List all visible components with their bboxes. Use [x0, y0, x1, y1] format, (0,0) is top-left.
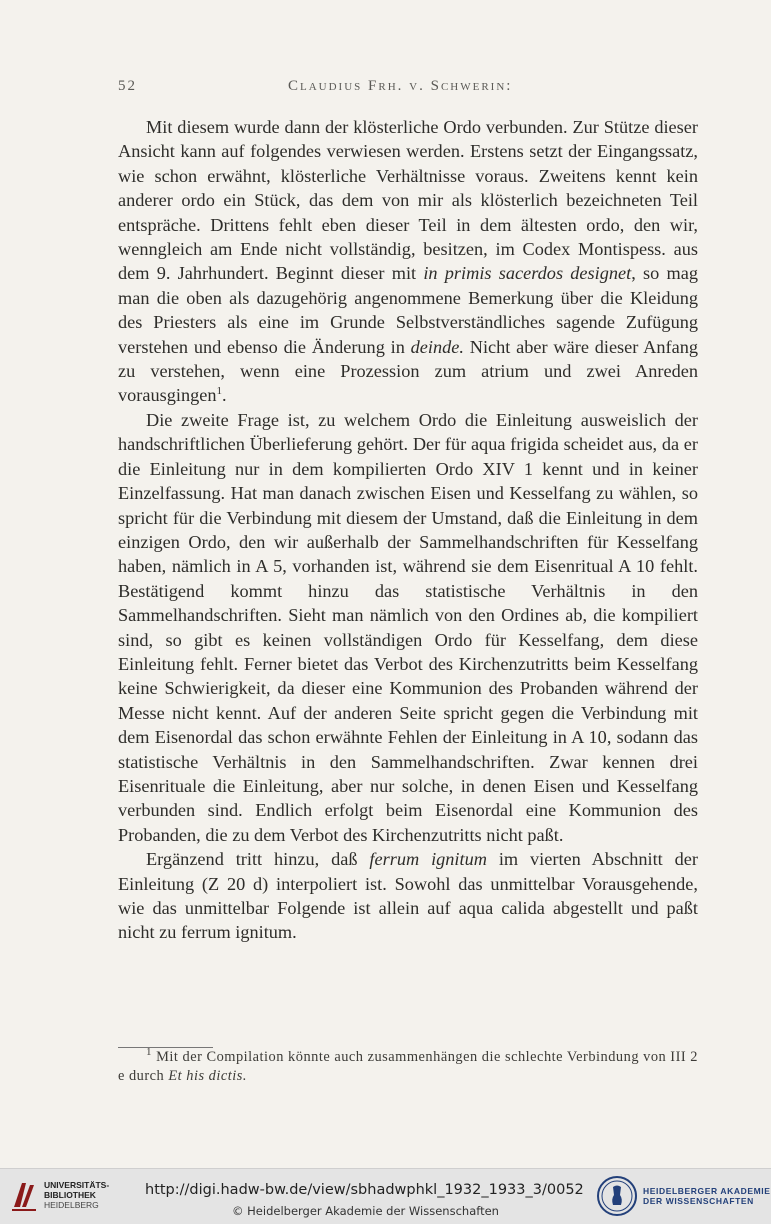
- text-run: Nicht aber wäre dieser Anfang zu verstehen, wenn eine Prozession zum atrium und zwei Anreden vorausgingen: [118, 336, 698, 406]
- italic-run: in primis sacerdos designet: [423, 263, 632, 284]
- paragraph-1: [118, 115, 698, 408]
- academy-line: DER WISSENSCHAFTEN: [643, 1196, 754, 1206]
- text-run: Mit der Compilation könnte auch zusammenhängen die schlechte Verbindung von III 2 e durch: [118, 1049, 698, 1084]
- body-text: [118, 115, 698, 945]
- paragraph-3: [118, 847, 698, 945]
- page-number: 52: [118, 78, 137, 94]
- library-line: BIBLIOTHEK: [44, 1190, 96, 1200]
- ub-heidelberg-logo-icon[interactable]: [8, 1177, 40, 1213]
- italic-run: deinde.: [410, 336, 464, 357]
- running-head-title: Claudius Frh. v. Schwerin:: [288, 78, 513, 94]
- text-run: .: [222, 385, 227, 406]
- viewer-footer: [0, 1168, 771, 1224]
- text-run: , so mag man die oben als dazugehörig angenommene Bemerkung über die Kleidung des Priesters als eine im Grunde Selbstverständliches sagende Zufügung verstehen und ebenso die Änderung in: [118, 263, 698, 357]
- footnote-marker: 1: [146, 1046, 152, 1059]
- academy-seal-icon[interactable]: [596, 1175, 638, 1217]
- footnote: [118, 1048, 698, 1086]
- italic-run: ferrum ignitum: [369, 849, 487, 870]
- academy-name: [643, 1186, 771, 1206]
- text-run: Mit diesem wurde dann der klösterliche Ordo verbunden. Zur Stütze dieser Ansicht kann auf folgendes verwiesen werden. Erstens setzt der Eingangssatz, wie schon erwähnt, klösterliche Verhältnisse voraus. Zweitens kennt kein anderer ordo ein Stück, das dem von mir als klösterlich bezeichneten Teil entspräche. Drittens fehlt eben dieser Teil in dem ältesten ordo, den wir, wenngleich am Ende nicht vollständig, besitzen, im Codex Montispess. aus dem 9. Jahrhundert. Beginnt dieser mit: [118, 117, 698, 284]
- text-run: Ergänzend tritt hinzu, daß: [146, 849, 370, 870]
- paragraph-2: Die zweite Frage ist, zu welchem Ordo die Einleitung ausweislich der handschriftlichen Überlieferung gehört. Der für aqua frigida scheidet aus, da er die Einleitung nur in dem kompilierten Ordo XIV 1 kennt und in keiner Einzelfassung. Hat man danach zwischen Eisen und Kesselfang zu wählen, so spricht für die Verbindung mit diesem der Umstand, daß die Einleitung in dem einzigen Ordo, den wir außerhalb der Sammelhandschriften für Kesselfang haben, nämlich in A 5, vorhanden ist, während sie dem Eisenritual A 10 fehlt. Bestätigend kommt hinzu das statistische Verhältnis in den Sammelhandschriften. Sieht man nämlich von den Ordines ab, die kompiliert sind, so gibt es keinen vollständigen Ordo für Kesselfang, dem diese Einleitung fehlt. Ferner bietet das Verbot des Kirchenzutritts beim Kesselfang keine Schwierigkeit, da dieser eine Kommunion des Probanden während der Messe nicht kennt. Auf der anderen Seite spricht gegen die Verbindung mit dem Eisenordal das schon erwähnte Fehlen der Einleitung in A 10, sodann das statistische Verhältnis in den Sammelhandschriften. Zwar kennen drei Eisenrituale die Einleitung, aber nur solche, in denen Eisen und Kesselfang verbunden sind. Endlich erfolgt beim Eisenordal eine Kommunion des Probanden, die zu dem Verbot des Kirchenzutritts nicht paßt.: [118, 409, 698, 845]
- permalink-url[interactable]: http://digi.hadw-bw.de/view/sbhadwphkl_1932_1933_3/0052: [145, 1182, 584, 1198]
- italic-run: Et his dictis.: [168, 1068, 247, 1084]
- copyright-notice: © Heidelberger Akademie der Wissenschaften: [232, 1204, 499, 1218]
- library-line: UNIVERSITÄTS-: [44, 1180, 110, 1190]
- academy-line: HEIDELBERGER AKADEMIE: [643, 1186, 771, 1196]
- footnote-reference[interactable]: 1: [216, 385, 222, 398]
- text-run: im vierten Abschnitt der Einleitung (Z 20 d) interpoliert ist. Sowohl das unmittelbar Vorausgehende, wie das unmittelbar Folgende ist allein auf aqua calida abgestellt und paßt nicht zu ferrum ignitum.: [118, 849, 698, 943]
- library-name: [44, 1180, 109, 1210]
- library-line: HEIDELBERG: [44, 1200, 99, 1210]
